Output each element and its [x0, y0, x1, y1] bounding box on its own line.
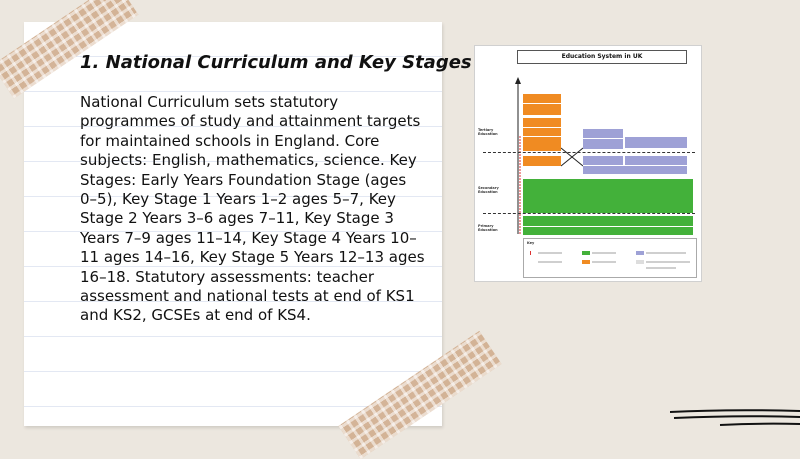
- level-label-tertiary: Tertiary Education: [478, 128, 498, 136]
- legend-text-3: [592, 252, 616, 254]
- legend-swatch-purple: [636, 251, 644, 255]
- purple-block-2: [583, 139, 623, 149]
- purple-block-1: [583, 129, 623, 138]
- purple-block-3: [625, 137, 687, 148]
- legend-text-1: [538, 252, 562, 254]
- diagram-key: [523, 238, 697, 278]
- legend-text-6: [646, 261, 690, 263]
- age-axis-arrow: [513, 76, 523, 236]
- separator-secondary: [483, 213, 695, 214]
- legend-swatch-green: [582, 251, 590, 255]
- purple-block-5: [625, 156, 687, 165]
- level-label-primary: Primary Education: [478, 224, 498, 232]
- orange-block-3: [523, 118, 561, 127]
- level-label-secondary: Secondary Education: [478, 186, 499, 194]
- purple-block-6: [583, 166, 687, 174]
- green-block-secondary: [523, 179, 693, 213]
- education-system-diagram: [474, 45, 702, 282]
- pathway-cross: [561, 146, 583, 168]
- legend-text-7: [646, 267, 676, 269]
- legend-swatch-orange: [582, 260, 590, 264]
- orange-block-4: [523, 128, 561, 136]
- decorative-lines: [670, 400, 800, 440]
- orange-block-6: [523, 156, 561, 166]
- purple-block-4: [583, 156, 623, 165]
- legend-swatch-grey: [636, 260, 644, 264]
- orange-block-2: [523, 104, 561, 115]
- legend-text-4: [592, 261, 616, 263]
- diagram-title: Education System in UK: [517, 50, 687, 64]
- legend-text-5: [646, 252, 686, 254]
- legend-text-2: [538, 261, 562, 263]
- slide-body-text: National Curriculum sets statutory programmes of study and attainment targets for maintained schools in England. Core subjects: English, mathematics, science. Key Stages: Early Years Foundation Stage (ages 0–5), Key Stage 1 Years 1–2 ages 5–7, Key Stage 2 Years 3–6 ages 7–11, Key Stage 3 Years 7–9 ages 11–14, Key Stage 4 Years 10–11 ages 14–16, Key Stage 5 Years 12–13 ages 16–18. Statutory assessments: teacher assessment and national tests at end of KS1 and KS2, GCSEs at end of KS4.: [80, 93, 425, 325]
- orange-block-1: [523, 94, 561, 103]
- separator-tertiary: [483, 152, 695, 153]
- key-label: Key: [527, 241, 535, 245]
- green-block-primary-1: [523, 216, 693, 226]
- green-block-primary-2: [523, 227, 693, 235]
- orange-block-5: [523, 137, 561, 151]
- slide-title: 1. National Curriculum and Key Stages: [80, 52, 472, 73]
